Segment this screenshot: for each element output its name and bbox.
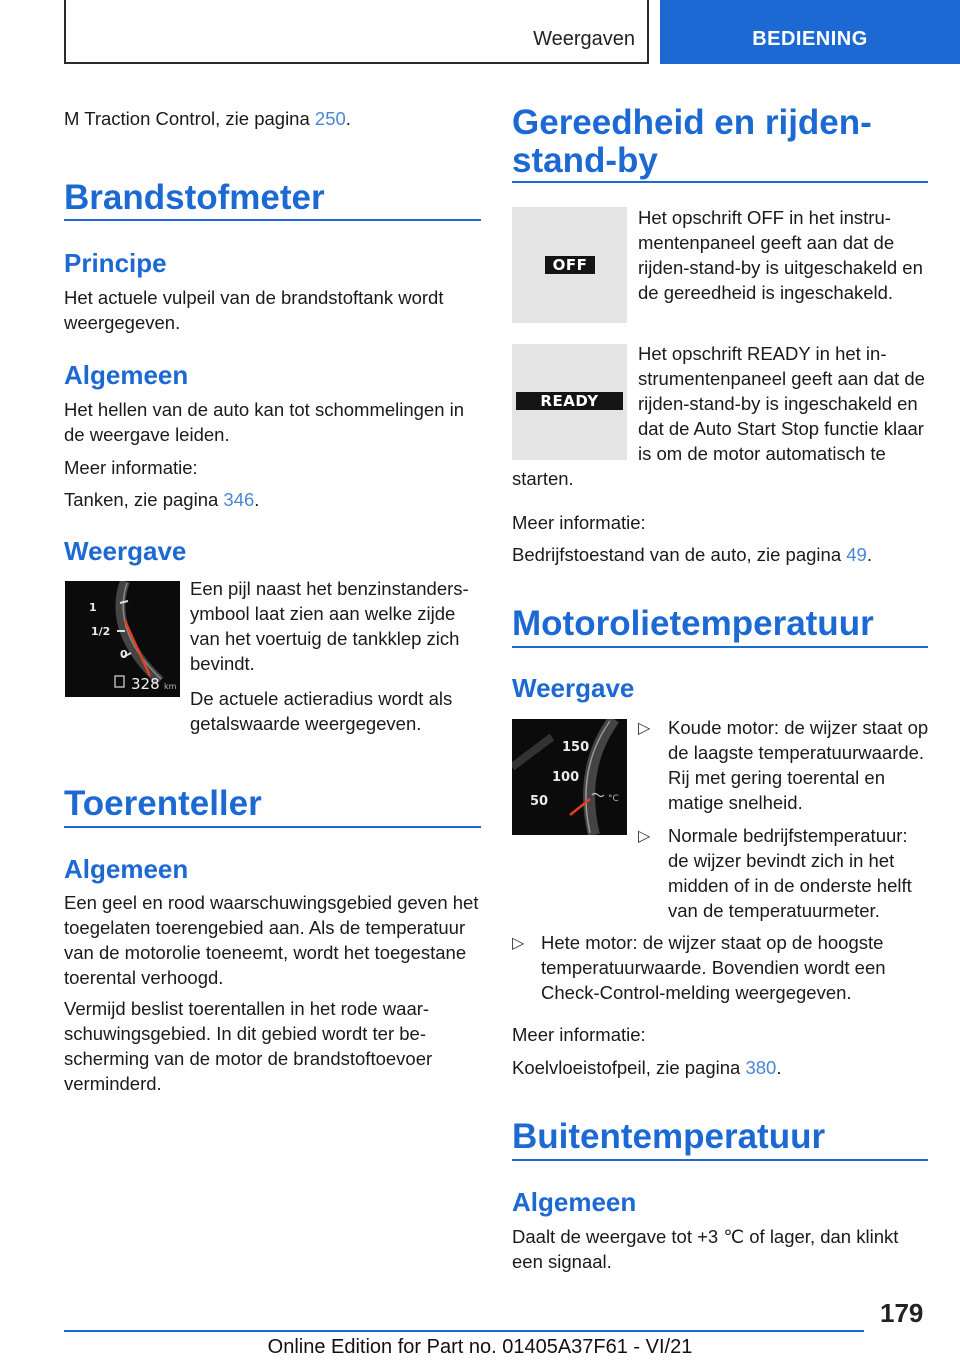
meer-informatie-label-3: Meer informatie:: [512, 1024, 646, 1045]
fuel-mark-empty: 0: [120, 648, 128, 661]
temperature-gauge-image: [512, 719, 627, 835]
heading-toeren-algemeen: Algemeen: [64, 854, 189, 884]
fuel-mark-full: 1: [89, 601, 97, 614]
meer-informatie-label: Meer informatie:: [64, 457, 198, 478]
heading-olie-weergave: Weergave: [512, 673, 635, 703]
fuel-range-unit: km: [164, 682, 177, 691]
off-text: Het opschrift OFF in het instrumentenpaneel geeft aan dat de rijden-stand-by is uitgeschakeld en de gereedheid is ingeschakeld.: [638, 207, 923, 303]
tanken-reference: [64, 487, 482, 512]
temp-mark-100: 100: [552, 770, 580, 785]
buiten-text: Daalt de weergave tot +3 ℃ of lager, dan klinkt een signaal.: [512, 1226, 899, 1272]
meer-informatie-label-2: Meer informatie:: [512, 512, 646, 533]
section-rule: [64, 826, 481, 828]
koel-end: .: [776, 1057, 782, 1078]
bedrijf-end: .: [866, 544, 872, 565]
bullet-icon: ▷: [638, 828, 651, 845]
ready-float-spacer: [512, 341, 638, 457]
heading-weergave: Weergave: [64, 536, 187, 566]
algemeen-text: Het hellen van de auto kan tot schommelingen in de weergave leiden.: [64, 399, 465, 445]
tanken-end: .: [254, 489, 260, 510]
ready-text-body: Het opschrift READY in het instrumentenpaneel geeft aan dat de rijden-stand-by is ingeschakeld en dat de Auto Start Stop functie klaar is om de motor automatisch te starten.: [512, 343, 925, 489]
section-rule: [512, 646, 928, 648]
tanken-text: Tanken, zie pagina: [64, 489, 224, 510]
koel-text: Koelvloeistofpeil, zie pagina: [512, 1057, 746, 1078]
toeren-text-1: Een geel en rood waarschuwingsgebied geven het toegelaten toerengebied aan. Als de temperatuur van de motorolie toeneemt, wordt het toegestane toerental verhoogd.: [64, 892, 479, 988]
weergave-text-2a: [190, 686, 482, 736]
page-link-380[interactable]: 380: [745, 1057, 777, 1078]
temperature-gauge-graphic: [512, 719, 627, 835]
heading-gereedheid: Gereedheid en rijden-stand-by: [512, 103, 872, 180]
intro-text: M Traction Control, zie pagina: [64, 108, 315, 129]
bedrijf-text: Bedrijfstoestand van de auto, zie pagina: [512, 544, 847, 565]
bullet-1-text: Koude motor: de wijzer staat op de laagste temperatuurwaarde. Rij met gering toerental en matige snelheid.: [668, 717, 929, 813]
bullet-3-text: Hete motor: de wijzer staat op de hoogste temperatuurwaarde. Bovendien wordt een Check-Control-melding weergegeven.: [541, 932, 886, 1003]
heading-motorolietemperatuur: Motorolietemperatuur: [512, 604, 874, 643]
bedrijf-reference: [512, 542, 930, 567]
section-rule: [512, 181, 928, 183]
bullet-2-text: Normale bedrijfstemperatuur: de wijzer bevindt zich in het midden of in de onderste helft van de temperatuurmeter.: [668, 825, 912, 921]
heading-buiten-algemeen: Algemeen: [512, 1187, 637, 1217]
heading-algemeen: Algemeen: [64, 360, 189, 390]
off-label: OFF: [545, 256, 595, 274]
koel-reference: [512, 1055, 930, 1080]
footer-rule: [64, 1330, 864, 1332]
header-chapter-tab[interactable]: [660, 0, 960, 64]
principe-text: Het actuele vulpeil van de brandstoftank wordt weergegeven.: [64, 287, 444, 333]
intro-end: .: [345, 108, 351, 129]
fuel-range-value: 328: [131, 675, 160, 693]
fuel-gauge-image: [65, 581, 180, 697]
heading-buitentemperatuur: Buitentemperatuur: [512, 1117, 826, 1156]
page-link-250[interactable]: 250: [314, 108, 346, 129]
temp-mark-150: 150: [562, 740, 590, 755]
section-rule: [512, 1159, 928, 1161]
header-section-box: [64, 0, 649, 64]
bullet-icon: ▷: [512, 935, 525, 952]
intro-paragraph: [64, 106, 484, 131]
weergave-text-2: De actuele actieradius wordt als getalswaarde weergegeven.: [190, 688, 453, 734]
off-indicator-image: [512, 207, 627, 323]
ready-label: READY: [516, 392, 623, 410]
page-link-49[interactable]: 49: [846, 544, 867, 565]
heading-principe: Principe: [64, 248, 167, 278]
bullet-icon: ▷: [638, 720, 651, 737]
page-number: 179: [880, 1298, 924, 1328]
fuel-gauge-graphic: [65, 581, 180, 697]
page-link-346[interactable]: 346: [223, 489, 255, 510]
heading-toerenteller: Toerenteller: [64, 784, 262, 823]
ready-text: [512, 341, 930, 491]
toeren-text-2: Vermijd beslist toerentallen in het rode waarschuwingsgebied. In dit gebied wordt ter bescherming van de motor de brandstoftoevoer verminderd.: [64, 998, 433, 1094]
edition-footer: Online Edition for Part no. 01405A37F61 - VI/21: [267, 1336, 693, 1358]
fuel-mark-half: 1/2: [91, 625, 111, 638]
heading-brandstofmeter: Brandstofmeter: [64, 178, 325, 217]
header-section-title: Weergaven: [533, 28, 635, 50]
section-rule: [64, 219, 481, 221]
temp-mark-50: 50: [530, 794, 549, 809]
weergave-text-1: Een pijl naast het benzinstandersymbool laat zien aan welke zijde van het voertuig de tankklep zich bevindt.: [190, 578, 469, 674]
header-chapter-title: BEDIENING: [752, 28, 868, 50]
temp-unit: °C: [608, 794, 619, 804]
